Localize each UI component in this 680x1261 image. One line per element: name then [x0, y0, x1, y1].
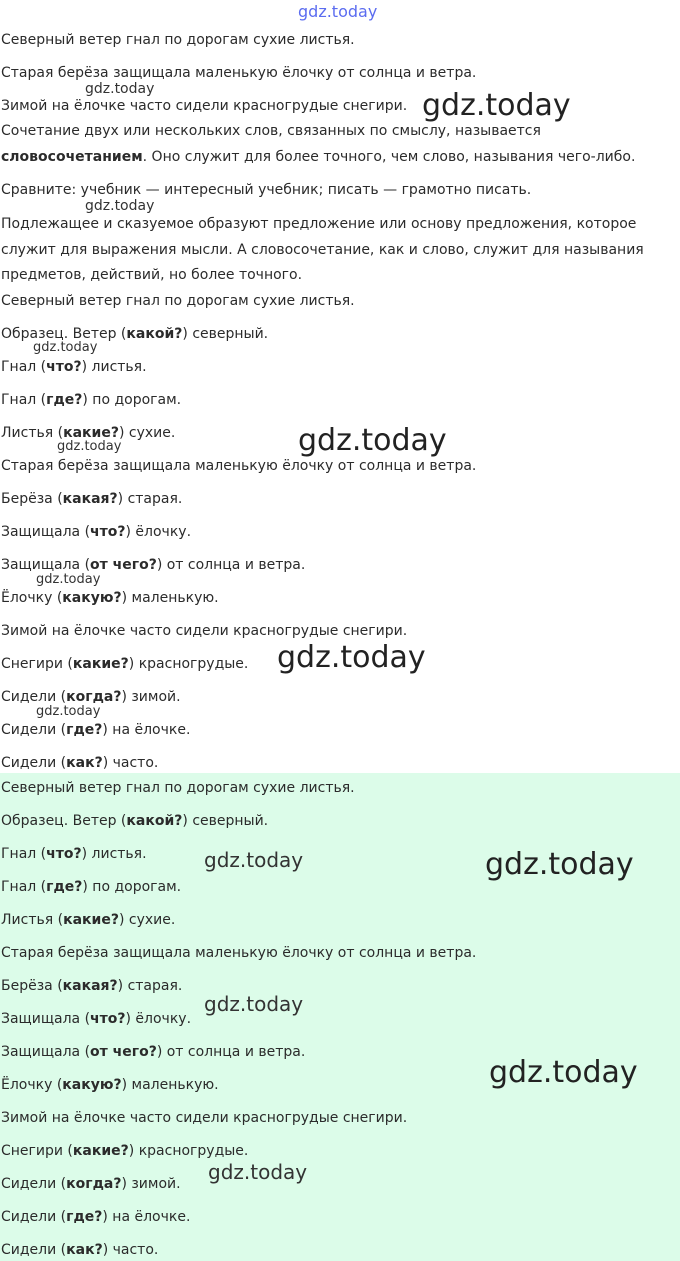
row-pre: Гнал (	[1, 879, 47, 895]
row-question: какой?	[126, 326, 183, 342]
row-pre: Снегири (	[1, 1143, 73, 1159]
row-post: ) от солнца и ветра.	[156, 1044, 306, 1060]
row-question: от чего?	[90, 557, 157, 573]
s2-row-1	[1, 489, 182, 509]
watermark: gdz.today	[85, 198, 155, 214]
row-question: что?	[46, 846, 82, 862]
g-s3-row-4	[1, 1240, 158, 1260]
s3-row-4	[1, 753, 158, 773]
explanation-line-3: предметов, действий, но более точного.	[1, 267, 303, 283]
s3-row-1	[1, 654, 248, 674]
s1-row-3	[1, 390, 181, 410]
row-pre: Сидели (	[1, 689, 67, 705]
row-post: ) красногрудые.	[128, 1143, 249, 1159]
g-s2-sentence: Старая берёза защищала маленькую ёлочку от солнца и ветра.	[1, 945, 477, 961]
row-post: ) зимой.	[121, 1176, 181, 1192]
row-post: ) северный.	[182, 813, 269, 829]
row-question: что?	[90, 1011, 126, 1027]
row-question: от чего?	[90, 1044, 157, 1060]
row-pre: Листья (	[1, 912, 64, 928]
g-s3-row-2	[1, 1174, 181, 1194]
row-post: ) сухие.	[118, 912, 176, 928]
row-question: какие?	[72, 656, 129, 672]
row-pre: Защищала (	[1, 1044, 91, 1060]
g-s2-row-2	[1, 1009, 191, 1029]
row-pre: Гнал (	[1, 392, 47, 408]
row-post: ) часто.	[102, 1242, 159, 1258]
watermark: gdz.today	[277, 640, 426, 675]
g-s1-sentence: Северный ветер гнал по дорогам сухие листья.	[1, 780, 355, 796]
definition-line-1: Сочетание двух или нескольких слов, связанных по смыслу, называется	[1, 123, 541, 139]
g-s2-row-1	[1, 976, 182, 996]
watermark: gdz.today	[422, 88, 571, 123]
g-s1-row-2	[1, 844, 147, 864]
row-post: ) северный.	[182, 326, 269, 342]
explanation-line-2: служит для выражения мысли. А словосочетание, как и слово, служит для называния	[1, 242, 644, 258]
watermark: gdz.today	[489, 1055, 638, 1090]
s2-sentence: Старая берёза защищала маленькую ёлочку от солнца и ветра.	[1, 458, 477, 474]
row-pre: Снегири (	[1, 656, 73, 672]
definition-line-2	[1, 147, 635, 167]
row-question: где?	[46, 392, 83, 408]
watermark: gdz.today	[85, 81, 155, 97]
row-question: где?	[66, 1209, 103, 1225]
row-post: ) маленькую.	[121, 1077, 219, 1093]
row-pre: Защищала (	[1, 1011, 91, 1027]
row-pre: Сидели (	[1, 755, 67, 771]
row-post: ) ёлочку.	[125, 524, 192, 540]
row-post: ) на ёлочке.	[102, 1209, 191, 1225]
row-pre: Сидели (	[1, 1176, 67, 1192]
s3-sentence: Зимой на ёлочке часто сидели красногрудые снегири.	[1, 623, 408, 639]
row-question: как?	[66, 1242, 103, 1258]
watermark: gdz.today	[485, 847, 634, 882]
row-post: ) старая.	[117, 491, 183, 507]
row-pre: Сидели (	[1, 1209, 67, 1225]
s1-row-2	[1, 357, 147, 377]
watermark-top: gdz.today	[298, 2, 378, 21]
row-question: какая?	[62, 978, 118, 994]
definition-term: словосочетанием	[1, 149, 143, 165]
definition-rest: . Оно служит для более точного, чем слово, называния чего-либо.	[142, 149, 636, 165]
row-post: ) ёлочку.	[125, 1011, 192, 1027]
row-question: что?	[46, 359, 82, 375]
row-post: ) часто.	[102, 755, 159, 771]
watermark: gdz.today	[204, 848, 304, 872]
row-question: где?	[66, 722, 103, 738]
watermark: gdz.today	[36, 572, 101, 587]
row-pre: Ёлочку (	[1, 590, 63, 606]
sentence-2: Старая берёза защищала маленькую ёлочку от солнца и ветра.	[1, 65, 477, 81]
row-pre: Образец. Ветер (	[1, 813, 127, 829]
g-s2-row-3	[1, 1042, 305, 1062]
row-pre: Листья (	[1, 425, 64, 441]
row-pre: Защищала (	[1, 557, 91, 573]
g-s1-row-1	[1, 811, 268, 831]
row-post: ) от солнца и ветра.	[156, 557, 306, 573]
row-pre: Образец. Ветер (	[1, 326, 127, 342]
row-post: ) старая.	[117, 978, 183, 994]
row-question: где?	[46, 879, 83, 895]
row-pre: Берёза (	[1, 491, 63, 507]
row-question: когда?	[66, 689, 122, 705]
row-question: какой?	[126, 813, 183, 829]
row-question: какую?	[62, 590, 122, 606]
row-pre: Гнал (	[1, 846, 47, 862]
compare-line: Сравните: учебник — интересный учебник; писать — грамотно писать.	[1, 182, 532, 198]
row-post: ) красногрудые.	[128, 656, 249, 672]
row-pre: Гнал (	[1, 359, 47, 375]
row-question: как?	[66, 755, 103, 771]
row-question: какие?	[63, 425, 119, 441]
g-s2-row-4	[1, 1075, 219, 1095]
g-s1-row-3	[1, 877, 181, 897]
row-pre: Защищала (	[1, 524, 91, 540]
row-post: ) листья.	[81, 846, 147, 862]
row-question: какую?	[62, 1077, 122, 1093]
row-question: какая?	[62, 491, 118, 507]
row-question: какие?	[63, 912, 119, 928]
row-post: ) зимой.	[121, 689, 181, 705]
row-post: ) по дорогам.	[82, 879, 182, 895]
row-question: какие?	[72, 1143, 129, 1159]
s2-row-4	[1, 588, 219, 608]
watermark: gdz.today	[57, 439, 122, 454]
watermark: gdz.today	[33, 340, 98, 355]
s1-sentence: Северный ветер гнал по дорогам сухие листья.	[1, 293, 355, 309]
row-question: когда?	[66, 1176, 122, 1192]
g-s3-row-3	[1, 1207, 190, 1227]
row-post: ) по дорогам.	[82, 392, 182, 408]
g-s3-row-1	[1, 1141, 248, 1161]
row-post: ) на ёлочке.	[102, 722, 191, 738]
g-s1-row-4	[1, 910, 175, 930]
watermark: gdz.today	[208, 1160, 308, 1184]
watermark: gdz.today	[298, 423, 447, 458]
row-post: ) листья.	[81, 359, 147, 375]
row-pre: Сидели (	[1, 1242, 67, 1258]
row-question: что?	[90, 524, 126, 540]
sentence-1: Северный ветер гнал по дорогам сухие листья.	[1, 32, 355, 48]
row-post: ) маленькую.	[121, 590, 219, 606]
row-post: ) сухие.	[118, 425, 176, 441]
s2-row-2	[1, 522, 191, 542]
sentence-3: Зимой на ёлочке часто сидели красногрудые снегири.	[1, 98, 408, 114]
row-pre: Берёза (	[1, 978, 63, 994]
watermark: gdz.today	[204, 992, 304, 1016]
s3-row-3	[1, 720, 190, 740]
watermark: gdz.today	[36, 704, 101, 719]
explanation-line-1: Подлежащее и сказуемое образуют предложение или основу предложения, которое	[1, 216, 637, 232]
row-pre: Сидели (	[1, 722, 67, 738]
row-pre: Ёлочку (	[1, 1077, 63, 1093]
g-s3-sentence: Зимой на ёлочке часто сидели красногрудые снегири.	[1, 1110, 408, 1126]
